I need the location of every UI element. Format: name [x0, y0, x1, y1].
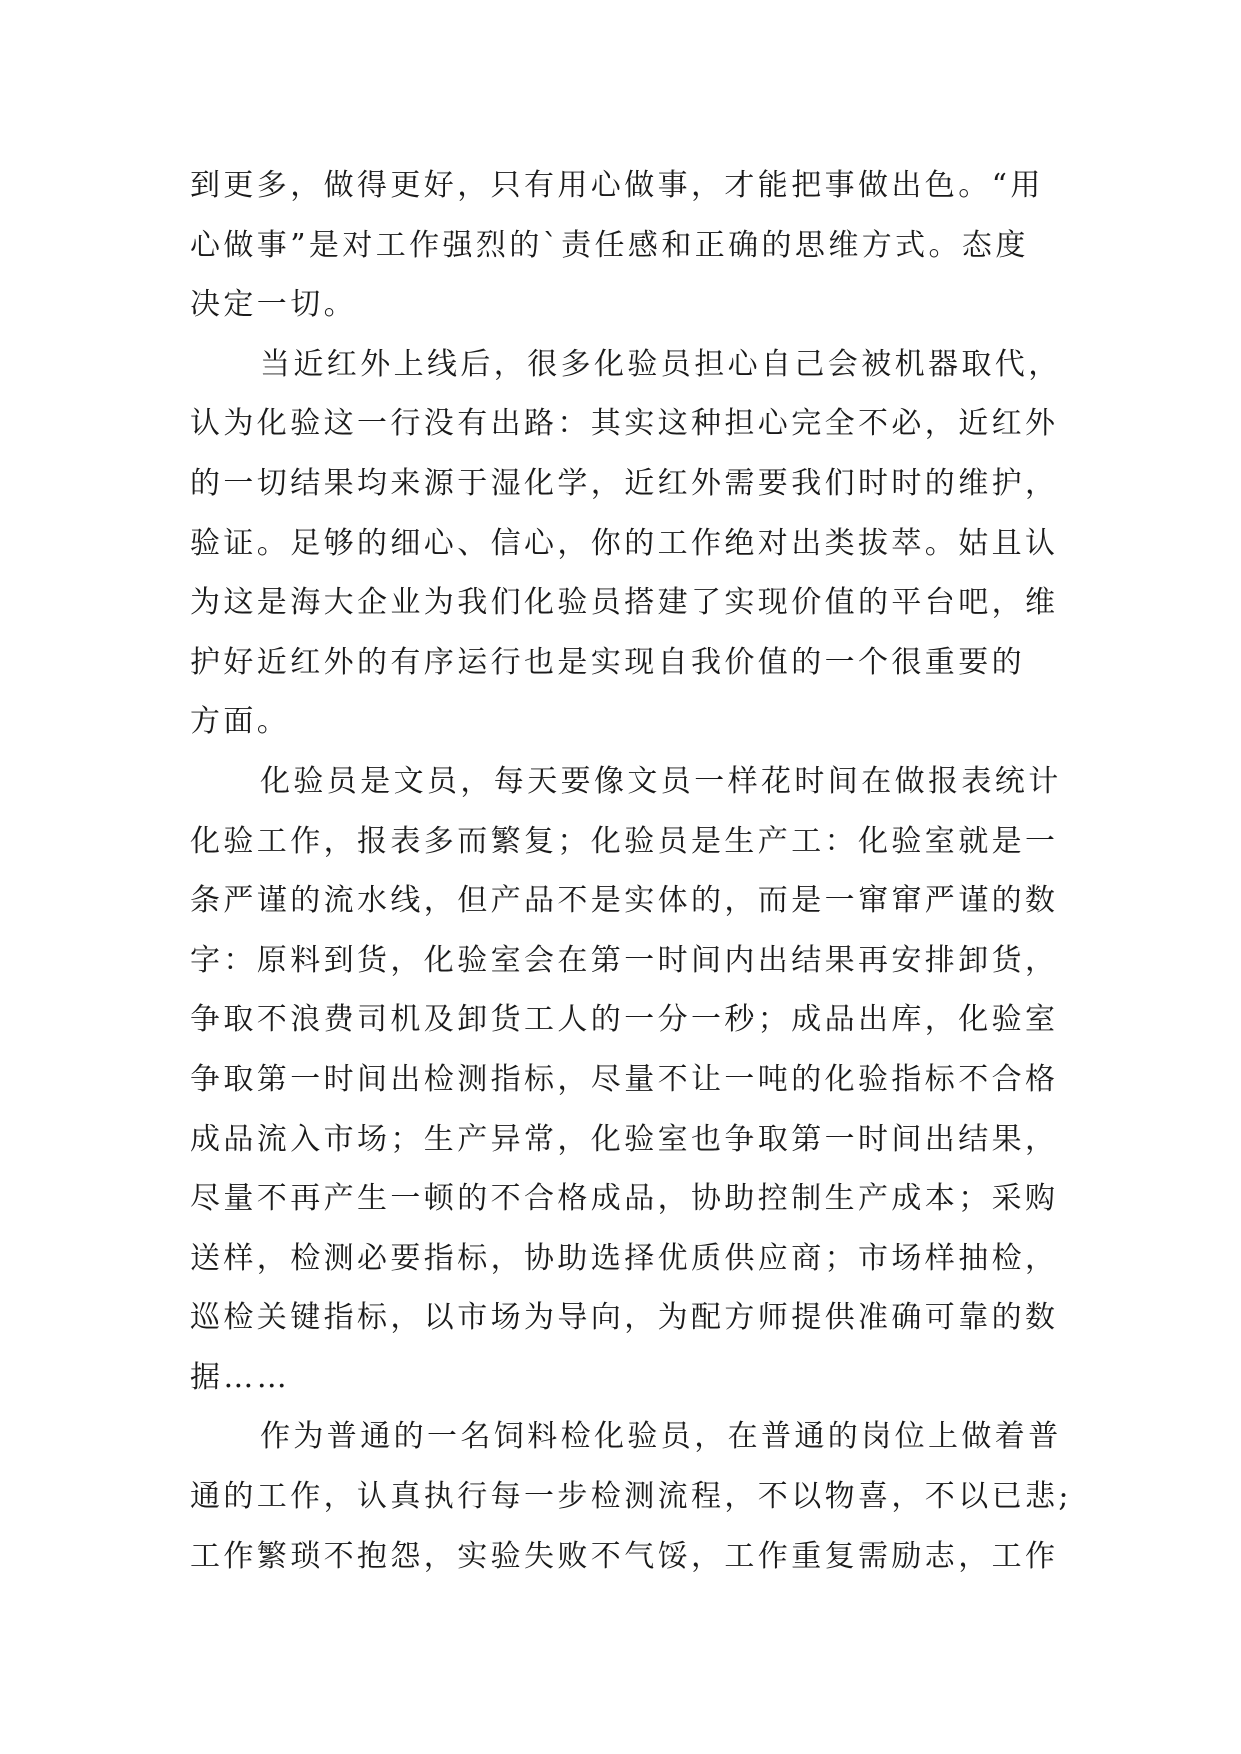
text-line: 化验工作，报表多而繁复；化验员是生产工：化验室就是一: [190, 823, 1059, 859]
text-line: 为这是海大企业为我们化验员搭建了实现价值的平台吧，维: [190, 585, 1059, 621]
text-line: 尽量不再产生一顿的不合格成品，协助控制生产成本；采购: [190, 1181, 1059, 1217]
text-line: 护好近红外的有序运行也是实现自我价值的一个很重要的: [190, 644, 1025, 680]
text-line: 巡检关键指标，以市场为导向，为配方师提供准确可靠的数: [190, 1300, 1059, 1336]
text-line: 争取不浪费司机及卸货工人的一分一秒；成品出库，化验室: [190, 1002, 1059, 1038]
paragraph-first-line: 化验员是文员，每天要像文员一样花时间在做报表统计: [260, 763, 1062, 799]
text-line: 认为化验这一行没有出路：其实这种担心完全不必，近红外: [190, 406, 1059, 442]
paragraph-first-line: 当近红外上线后，很多化验员担心自己会被机器取代，: [260, 346, 1062, 382]
text-line: 的一切结果均来源于湿化学，近红外需要我们时时的维护，: [190, 465, 1059, 501]
text-line: 验证。足够的细心、信心，你的工作绝对出类拔萃。姑且认: [190, 525, 1059, 561]
text-line: 成品流入市场；生产异常，化验室也争取第一时间出结果，: [190, 1121, 1059, 1157]
text-line: 条严谨的流水线，但产品不是实体的，而是一窜窜严谨的数: [190, 883, 1059, 919]
paragraph-first-line: 作为普通的一名饲料检化验员，在普通的岗位上做着普: [260, 1419, 1062, 1455]
text-line: 工作繁琐不抱怨，实验失败不气馁，工作重复需励志，工作: [190, 1538, 1059, 1574]
text-line: 心做事”是对工作强烈的`责任感和正确的思维方式。态度: [190, 227, 1029, 263]
text-line: 通的工作，认真执行每一步检测流程，不以物喜，不以已悲;: [190, 1479, 1072, 1515]
text-line: 争取第一时间出检测指标，尽量不让一吨的化验指标不合格: [190, 1061, 1059, 1097]
text-line: 方面。: [190, 704, 291, 740]
body-text: [190, 156, 1072, 1586]
text-line: 据……: [190, 1359, 291, 1395]
text-line: 字：原料到货，化验室会在第一时间内出结果再安排卸货，: [190, 942, 1059, 978]
text-line: 决定一切。: [190, 287, 357, 323]
text-line: 送样，检测必要指标，协助选择优质供应商；市场样抽检，: [190, 1240, 1059, 1276]
text-line: 到更多，做得更好，只有用心做事，才能把事做出色。“用: [190, 168, 1044, 203]
